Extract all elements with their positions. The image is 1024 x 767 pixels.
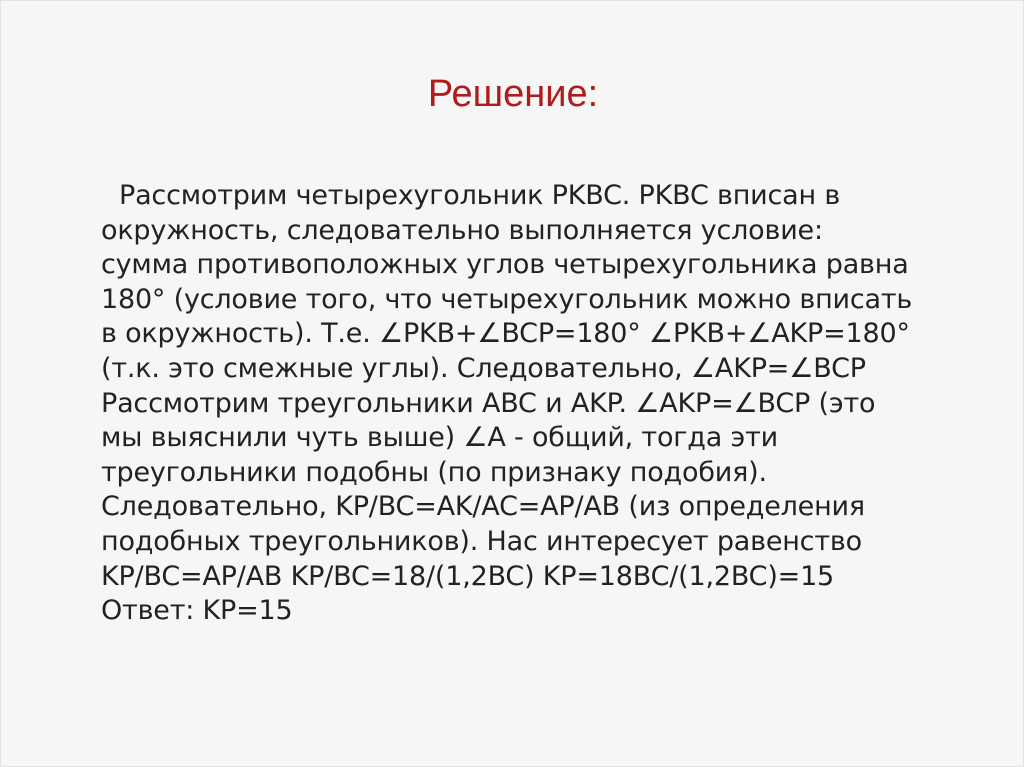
solution-line: Следовательно, KP/BC=AK/AC=AP/AB (из определения	[101, 491, 865, 523]
solution-text	[101, 179, 941, 629]
solution-line: Рассмотрим четырехугольник PKBC. PKBC вписан в	[119, 180, 841, 211]
solution-line: подобных треугольников). Нас интересует равенство	[101, 525, 862, 557]
solution-line: 180° (условие того, что четырехугольник можно вписать	[101, 283, 913, 315]
slide-title: Решение:	[427, 73, 599, 115]
solution-line: (т.к. это смежные углы). Следовательно, ∠AKP=∠BCP	[101, 352, 866, 384]
solution-line: KP/BC=AP/AB KP/BC=18/(1,2BC) KP=18BC/(1,2BC)=15	[101, 560, 835, 592]
solution-line: треугольники подобны (по признаку подобия).	[101, 456, 767, 488]
solution-line: в окружность). Т.е. ∠PKB+∠BCP=180° ∠PKB+∠AKP=180°	[101, 318, 910, 350]
solution-line: Рассмотрим треугольники ABC и AKP. ∠AKP=∠BCP (это	[101, 387, 876, 419]
solution-line: мы выяснили чуть выше) ∠A - общий, тогда эти	[101, 422, 778, 454]
solution-line: сумма противоположных углов четырехугольника равна	[101, 249, 909, 281]
solution-line: окружность, следовательно выполняется условие:	[101, 214, 823, 246]
answer-line: Ответ: KP=15	[101, 595, 293, 627]
